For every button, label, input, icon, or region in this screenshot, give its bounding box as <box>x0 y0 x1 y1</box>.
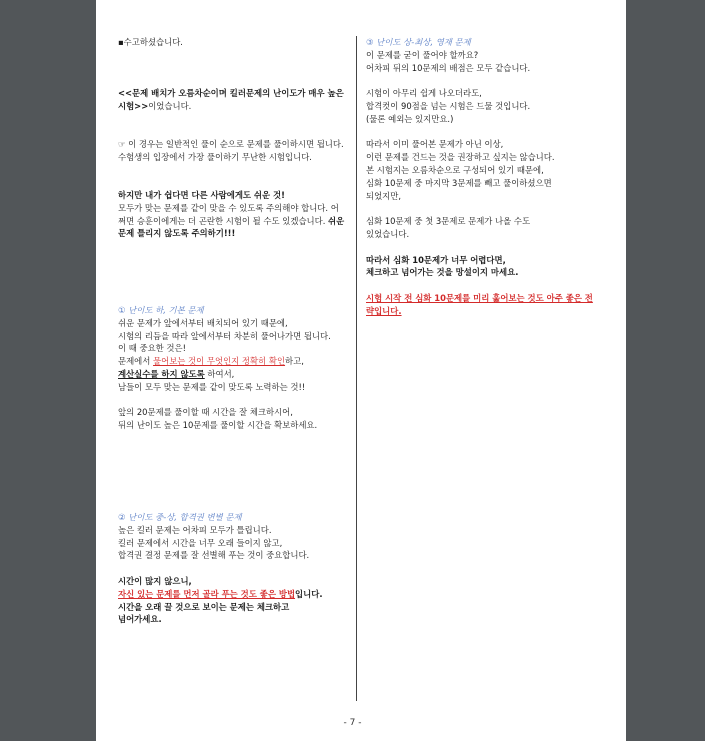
highlight-red: 시험 시작 전 심화 10문제를 미리 훑어보는 것도 아주 좋은 전략입니다. <box>366 292 593 316</box>
warning-text: 모두가 맞는 문제를 같이 맞을 수 있도록 주의해야 합니다. 어쩌면 승훈이에게는 더 곤란한 시험이 될 수도 있겠습니다. <box>118 202 339 226</box>
section-2-bold: 시간을 오래 끌 것으로 보이는 문제는 체크하고 <box>118 601 290 612</box>
section-3-line: (물론 예외는 있지만요.) <box>366 113 454 124</box>
highlight-red: 자신 있는 문제를 먼저 골라 푸는 것도 좋은 방법 <box>118 588 296 599</box>
section-3-line: 어차피 뒤의 10문제의 배점은 모두 같습니다. <box>366 62 531 73</box>
section-3-line: 심화 10문제 중 첫 3문제로 문제가 나올 수도 <box>366 216 531 227</box>
advice-paragraph <box>118 138 346 164</box>
section-2-heading: ② 난이도 중-상, 합격권 변별 문제 <box>118 512 242 522</box>
section-3-line: 이 문제를 굳이 풀어야 할까요? <box>366 49 479 60</box>
section-1 <box>118 304 346 432</box>
section-2-line: 합격권 결정 문제를 잘 선별해 푸는 것이 중요합니다. <box>118 550 310 561</box>
warning-paragraph <box>118 189 346 240</box>
exam-type-tail: 이었습니다. <box>148 100 192 111</box>
intro-line <box>118 36 346 49</box>
section-1-text: 하여서, <box>204 368 235 379</box>
section-1-line: 앞의 20문제를 풀이할 때 시간을 잘 체크하시어, <box>118 407 293 418</box>
section-2-bold: 입니다. <box>295 588 323 599</box>
section-2-line: 킬러 문제에서 시간을 너무 오래 들이지 않고, <box>118 537 283 548</box>
section-1-line: 남들이 모두 맞는 문제를 같이 맞도록 노력하는 것!! <box>118 381 306 392</box>
section-3-heading: ③ 난이도 상-최상, 영재 문제 <box>366 37 471 47</box>
section-3-line: 합격컷이 90점을 넘는 시험은 드물 것입니다. <box>366 100 531 111</box>
section-1-text: 문제에서 <box>118 356 154 367</box>
section-3 <box>366 36 600 318</box>
column-divider <box>356 36 357 701</box>
section-1-heading: ① 난이도 하, 기본 문제 <box>118 305 204 315</box>
section-3-line: 심화 10문제 중 마지막 3문제를 빼고 풀이하셨으면 <box>366 177 552 188</box>
exam-type-paragraph <box>118 87 346 113</box>
section-3-line: 시험이 아무리 쉽게 나오더라도, <box>366 88 482 99</box>
section-3-line: 되었지만, <box>366 190 402 201</box>
section-3-line: 이런 문제를 건드는 것을 권장하고 싶지는 않습니다. <box>366 152 555 163</box>
section-2-bold: 시간이 많지 않으니, <box>118 575 192 586</box>
advice-text: ☞ 이 경우는 일반적인 풀이 순으로 문제를 풀이하시면 됩니다. 수험생의 입장에서 가장 풀이하기 무난한 시험입니다. <box>118 139 344 162</box>
section-1-line: 이 때 중요한 것은! <box>118 343 186 354</box>
page-number: - 7 - <box>343 718 362 728</box>
section-1-text: 하고, <box>285 356 304 367</box>
section-1-line: 쉬운 문제가 앞에서부터 배치되어 있기 때문에, <box>118 317 288 328</box>
section-3-line: 있었습니다. <box>366 228 410 239</box>
highlight-red: 물어보는 것이 무엇인지 정확히 확인 <box>153 356 286 367</box>
section-3-bold: 따라서 심화 10문제가 너무 어렵다면, <box>366 254 506 265</box>
warning-bold: 하지만 내가 쉽다면 다른 사람에게도 쉬운 것! <box>118 190 285 200</box>
warning-bold-end: 쉬운 문제 틀리지 않도록 주의하기!!! <box>118 215 345 239</box>
section-1-line: 뒤의 난이도 높은 10문제를 풀이할 시간을 확보하세요. <box>118 420 318 431</box>
section-1-line: 시험의 리듬을 따라 앞에서부터 차분히 풀어나가면 됩니다. <box>118 330 331 341</box>
section-3-bold: 체크하고 넘어가는 것을 망설이지 마세요. <box>366 267 519 278</box>
section-2-line: 높은 킬러 문제는 어차피 모두가 틀립니다. <box>118 524 272 535</box>
section-2-bold: 넘어가세요. <box>118 614 162 625</box>
section-3-line: 따라서 이미 풀어본 문제가 아닌 이상, <box>366 139 504 150</box>
exam-type-bold: <<문제 배치가 오름차순이며 킬러문제의 난이도가 매우 높은 시험>> <box>118 88 344 111</box>
section-3-line: 본 시험지는 오름차순으로 구성되어 있기 때문에, <box>366 164 544 175</box>
section-2 <box>118 511 346 626</box>
highlight-underline: 계산실수를 하지 않도록 <box>118 368 205 379</box>
intro-text: ▪수고하셨습니다. <box>118 37 183 47</box>
